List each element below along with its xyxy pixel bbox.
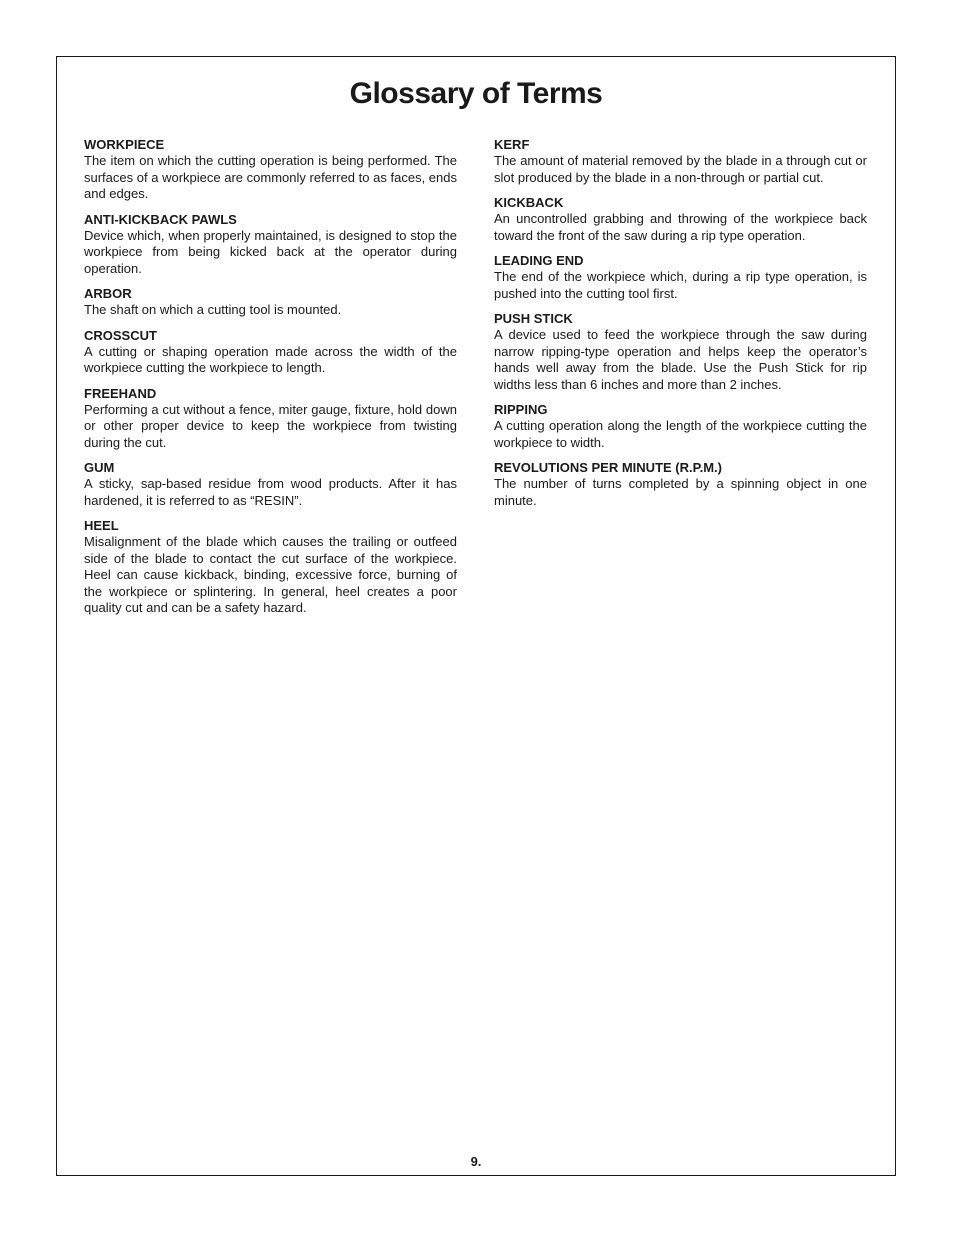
glossary-term: KERF: [494, 137, 530, 152]
glossary-entry: [84, 460, 457, 509]
glossary-term: ARBOR: [84, 286, 132, 301]
glossary-term: GUM: [84, 460, 115, 475]
page-frame: [56, 56, 896, 1176]
glossary-definition: An uncontrolled grabbing and throwing of the workpiece back toward the front of the saw during a rip type operation.: [494, 211, 867, 243]
glossary-entry: [494, 402, 867, 451]
glossary-entry: [494, 195, 867, 244]
glossary-entry: [84, 212, 457, 278]
glossary-definition: A device used to feed the workpiece through the saw during narrow ripping-type operation and helps keep the operator’s hands well away from the blade. Use the Push Stick for rip widths less than 6 inches and more than 2 inches.: [494, 327, 867, 392]
glossary-entry: [494, 253, 867, 302]
glossary-definition: A sticky, sap-based residue from wood products. After it has hardened, it is referred to as “RESIN”.: [84, 476, 457, 508]
glossary-entry: [494, 137, 867, 186]
glossary-entry: [84, 386, 457, 452]
glossary-entry: [84, 286, 457, 319]
glossary-definition: The amount of material removed by the blade in a through cut or slot produced by the blade in a non-through or partial cut.: [494, 153, 867, 185]
left-column: [84, 137, 457, 626]
glossary-term: HEEL: [84, 518, 119, 533]
glossary-definition: The number of turns completed by a spinning object in one minute.: [494, 476, 867, 508]
glossary-entry: [84, 137, 457, 203]
glossary-entry: [494, 311, 867, 393]
glossary-term: WORKPIECE: [84, 137, 165, 152]
glossary-term: LEADING END: [494, 253, 584, 268]
glossary-term: FREEHAND: [84, 385, 157, 401]
right-column: [494, 137, 867, 518]
glossary-entry: [84, 328, 457, 377]
glossary-term: PUSH STICK: [494, 311, 573, 326]
glossary-entry: [494, 460, 867, 509]
glossary-term: KICKBACK: [494, 195, 564, 210]
glossary-definition: A cutting operation along the length of the workpiece cutting the workpiece to width.: [494, 418, 867, 450]
glossary-definition: Misalignment of the blade which causes the trailing or outfeed side of the blade to contact the cut surface of the workpiece. Heel can cause kickback, binding, excessive force, burning of the workpiece or splintering. In general, heel creates a poor quality cut and can be a safety hazard.: [84, 534, 457, 615]
glossary-definition: The shaft on which a cutting tool is mounted.: [84, 302, 342, 317]
glossary-entry: [84, 518, 457, 617]
glossary-definition: The end of the workpiece which, during a rip type operation, is pushed into the cutting tool first.: [494, 269, 867, 301]
page-title: Glossary of Terms: [349, 77, 603, 110]
glossary-term: CROSSCUT: [84, 327, 157, 343]
glossary-term: RIPPING: [494, 402, 548, 417]
glossary-term: ANTI-KICKBACK PAWLS: [84, 211, 237, 227]
glossary-definition: A cutting or shaping operation made across the width of the workpiece cutting the workpiece to length.: [84, 343, 457, 375]
glossary-definition: The item on which the cutting operation is being performed. The surfaces of a workpiece are commonly referred to as faces, ends and edges.: [84, 153, 457, 201]
glossary-definition: Device which, when properly maintained, is designed to stop the workpiece from being kicked back at the operator during operation.: [84, 227, 457, 276]
glossary-definition: Performing a cut without a fence, miter gauge, fixture, hold down or other proper device to keep the workpiece from twisting during the cut.: [84, 401, 457, 450]
page-number: 9.: [470, 1154, 482, 1169]
glossary-term: REVOLUTIONS PER MINUTE (R.P.M.): [494, 460, 722, 475]
